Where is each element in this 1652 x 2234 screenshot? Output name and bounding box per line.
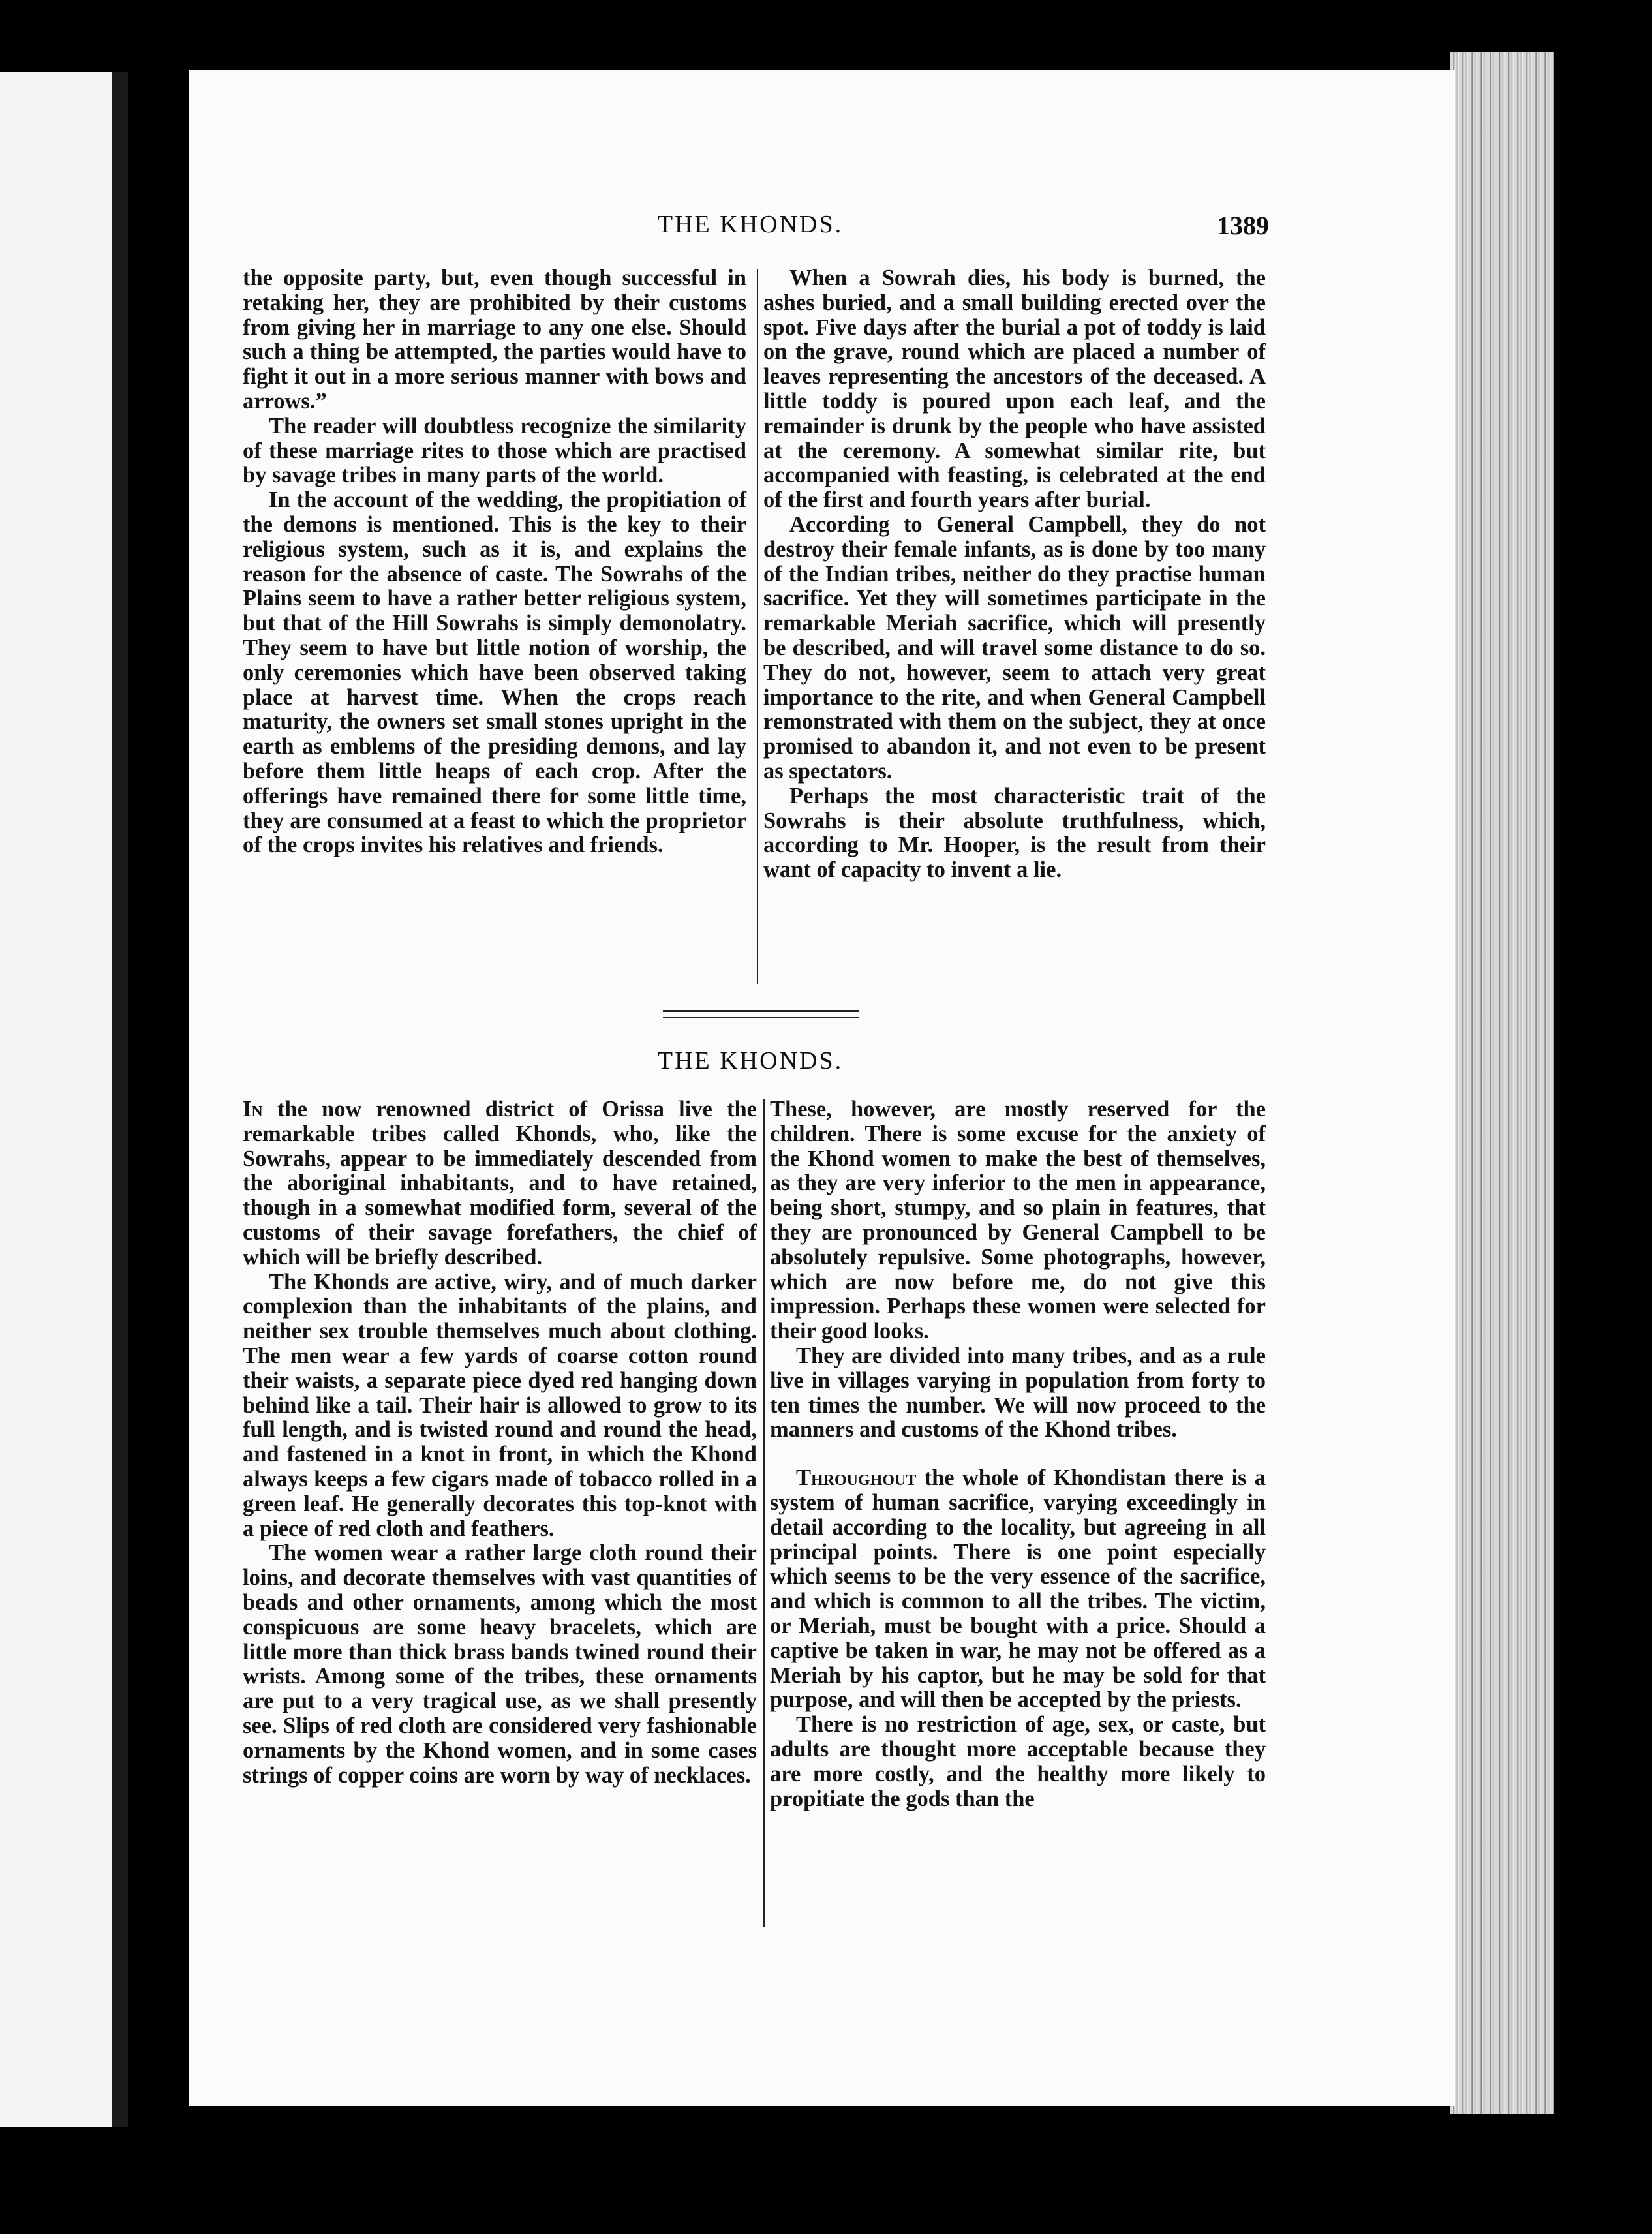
- paragraph: The women wear a rather large cloth round their loins, and decorate themselves with vast quantities of beads and other ornaments, among which the most conspicuous are some heavy bracelets, which are little more than thick brass bands twined round their wrists. Among some of the tribes, these ornaments are put to a very tragical use, as we shall presently see. Slips of red cloth are considered very fashionable ornaments by the Khond women, and in some cases strings of copper coins are worn by way of necklaces.: [243, 1540, 757, 1788]
- paragraph: The reader will doubtless recognize the similarity of these marriage rites to those which are practised by savage tribes in many parts of the world.: [243, 413, 746, 488]
- section-rule: [663, 1017, 859, 1018]
- top-right-column: [763, 266, 1266, 883]
- paragraph: According to General Campbell, they do not destroy their female infants, as is done by too many of the Indian tribes, neither do they practise human sacrifice. Yet they will sometimes participate in the remarkable Meriah sacrifice, which will presently be described, and will travel some distance to do so. They do not, however, seem to attach very great importance to the rite, and when General Campbell remonstrated with them on the subject, they at once promised to abandon it, and not even to be present as spectators.: [763, 512, 1266, 784]
- paragraph: They are divided into many tribes, and as a rule live in villages varying in population from forty to ten times the number. We will now proceed to the manners and customs of the Khond tribes.: [770, 1343, 1266, 1443]
- running-head: [241, 210, 1269, 247]
- column-divider: [763, 1099, 765, 1927]
- paragraph: [243, 1097, 757, 1270]
- running-title: THE KHONDS.: [657, 211, 844, 238]
- paragraph: [770, 1466, 1266, 1713]
- drop-word: In: [243, 1097, 263, 1122]
- paragraph: The Khonds are active, wiry, and of much darker complexion than the inhabitants of the plains, and neither sex trouble themselves much about clothing. The men wear a few yards of coarse cotton round their waists, a separate piece dyed red hanging down behind like a tail. Their hair is allowed to grow to its full length, and is twisted round and round the head, and fastened in a knot in front, in which the Khond always keeps a few cigars made of tobacco rolled in a green leaf. He generally decorates this top-knot with a piece of red cloth and feathers.: [243, 1269, 757, 1541]
- paragraph: These, however, are mostly reserved for the children. There is some excuse for the anxiety of the Khond women to make the best of themselves, as they are very inferior to the men in appearance, being short, stumpy, and so plain in features, that they are pronounced by General Campbell to be absolutely repulsive. Some photographs, however, which are now before me, do not give this impression. Perhaps these women were selected for their good looks.: [770, 1097, 1266, 1344]
- section-rule: [663, 1010, 859, 1012]
- paragraph: In the account of the wedding, the propitiation of the demons is mentioned. This is the key to their religious system, such as it is, and explains the reason for the absence of caste. The Sowrahs of the Plains seem to have a rather better religious system, but that of the Hill Sowrahs is simply demonolatry. They seem to have but little notion of worship, the only ceremonies which have been observed taking place at harvest time. When the crops reach maturity, the owners set small stones upright in the earth as emblems of the presiding demons, and lay before them little heaps of each crop. After the offerings have remained there for some little time, they are consumed at a feast to which the proprietor of the crops invites his relatives and friends.: [243, 487, 746, 858]
- paragraph-text: the whole of Khondistan there is a system of human sacrifice, varying exceedingly in detail according to the locality, but agreeing in all principal points. There is one point especially which seems to be the very essence of the sacrifice, and which is common to all the tribes. The victim, or Meriah, must be bought with a price. Should a captive be taken in war, he may not be offered as a Meriah by his captor, but he may be sold for that purpose, and will then be accepted by the priests.: [770, 1465, 1266, 1713]
- binding-gutter: [112, 72, 128, 2127]
- paragraph-text: the now renowned district of Orissa live the remarkable tribes called Khonds, who, like the Sowrahs, appear to be immediately descended from the aboriginal inhabitants, and to have retained, though in a somewhat modified form, several of the customs of their savage forefathers, the chief of which will be briefly described.: [243, 1097, 757, 1270]
- section-title: THE KHONDS.: [657, 1047, 844, 1075]
- paragraph: Perhaps the most characteristic trait of the Sowrahs is their absolute truthfulness, which, according to Mr. Hooper, is the result from their want of capacity to invent a lie.: [763, 783, 1266, 883]
- book-page-edges: [1450, 52, 1554, 2114]
- paragraph: When a Sowrah dies, his body is burned, the ashes buried, and a small building erected over the spot. Five days after the burial a pot of toddy is laid on the grave, round which are placed a number of leaves representing the ancestors of the deceased. A little toddy is poured upon each leaf, and the remainder is drunk by the people who have assisted at the ceremony. A somewhat similar rite, but accompanied with feasting, is celebrated at the end of the first and fourth years after burial.: [763, 266, 1266, 513]
- top-left-column: [243, 266, 746, 858]
- column-divider: [757, 269, 758, 984]
- paragraph: the opposite party, but, even though successful in retaking her, they are prohibited by their customs from giving her in marriage to any one else. Should such a thing be attempted, the parties would have to fight it out in a more serious manner with bows and arrows.”: [243, 266, 746, 414]
- bottom-right-column: [770, 1097, 1266, 1811]
- facing-page-edge: [0, 72, 112, 2127]
- drop-word: Throughout: [796, 1465, 917, 1491]
- paragraph: There is no restriction of age, sex, or caste, but adults are thought more acceptable because they are more costly, and the healthy more likely to propitiate the gods than the: [770, 1712, 1266, 1811]
- page-number: 1389: [1217, 211, 1269, 240]
- bottom-left-column: [243, 1097, 757, 1788]
